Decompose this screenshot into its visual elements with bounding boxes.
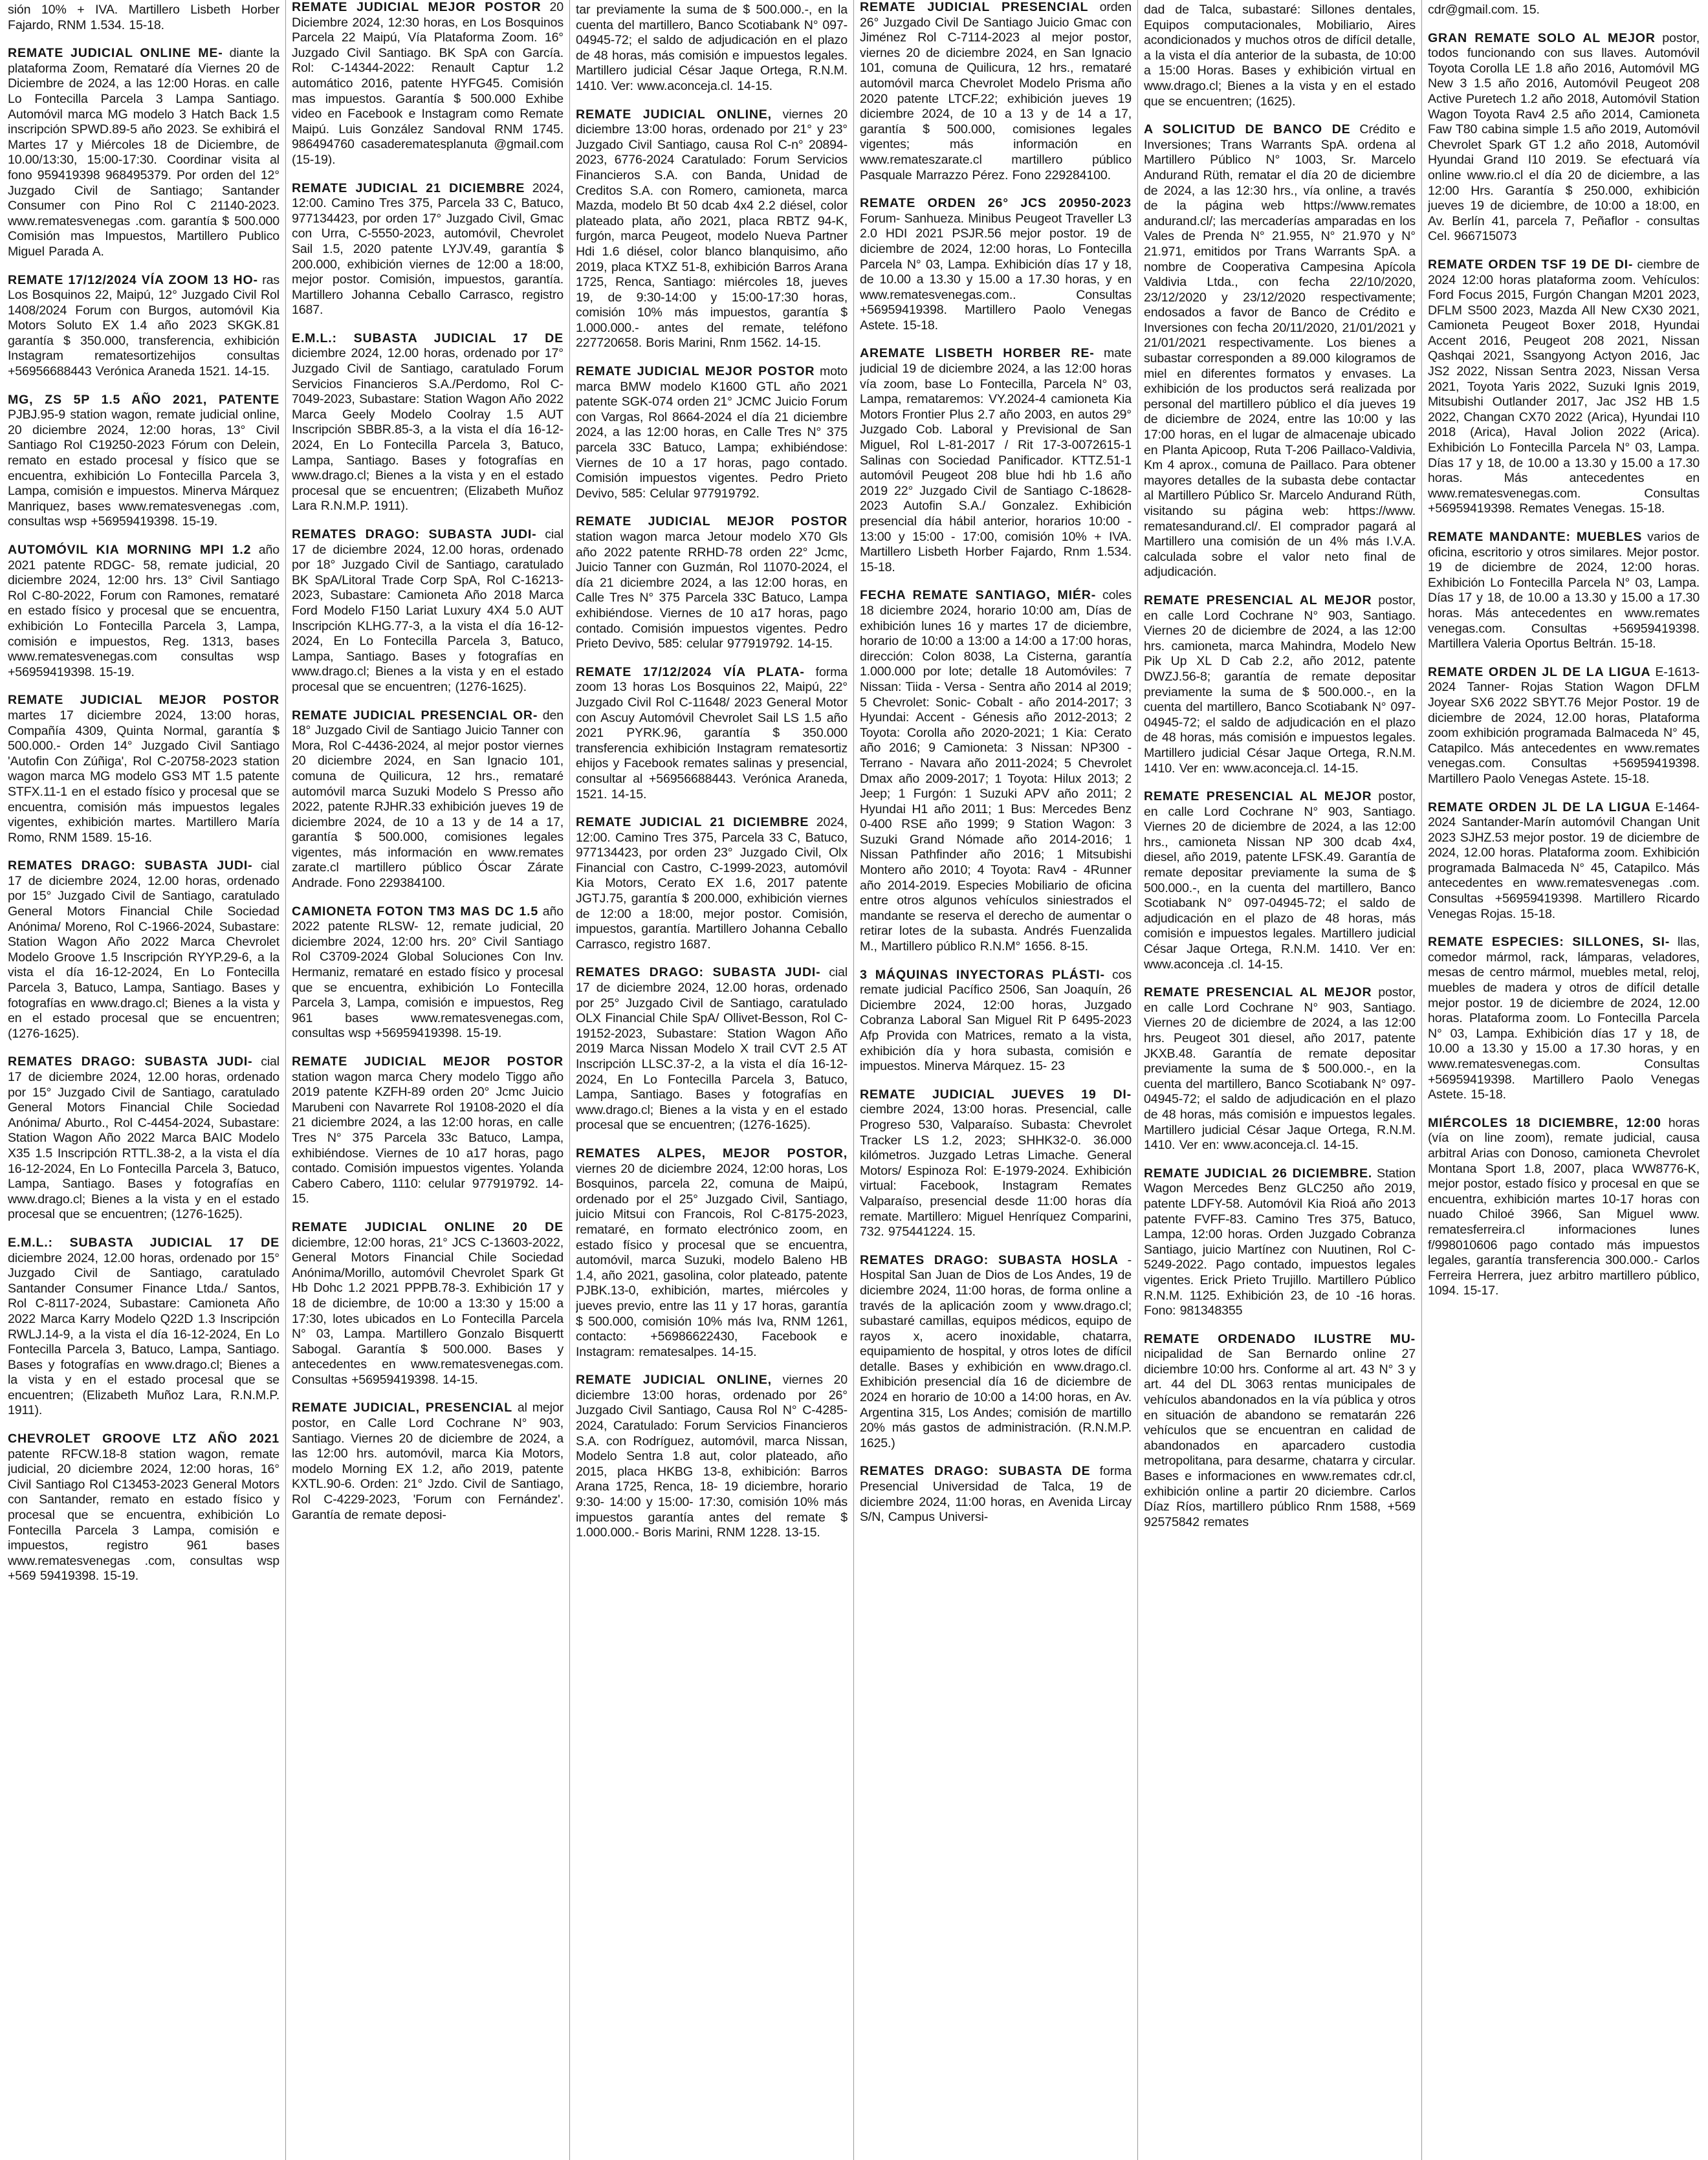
classified-ad-continuation <box>1144 3 1416 109</box>
ad-heading: REMATES DRAGO: SUBASTA DE <box>860 1464 1091 1479</box>
ad-heading: REMATES DRAGO: SUBASTA JUDI- <box>576 965 821 980</box>
ad-body: tar previamente la suma de $ 500.000.-, en la cuenta del martillero, Banco Scotiabank N° 097-04945-72; el saldo de adjudicación en el plazo de 48 horas, más comisión e impuestos legales. Martillero judicial César Jaque Ortega, R.N.M. 1410. Ver: www.aconceja.cl. 14-15. <box>576 3 848 93</box>
ad-heading: MG, ZS 5P 1.5 AÑO 2021, PATENTE <box>8 392 279 407</box>
column-divider <box>285 0 286 2160</box>
ad-heading: FECHA REMATE SANTIAGO, MIÉR- <box>860 588 1097 603</box>
ad-heading: REMATE JUDICIAL MEJOR POSTOR <box>576 514 848 529</box>
ad-body: año 2022 patente RLSW- 12, remate judicial, 20 diciembre 2024, 12:00 hrs. 20° Civil Santiago Rol C3709-2024 Global Soluciones Con Inv. Hermaniz, remataré en estado físico y procesal que se encuentra, exhibición Lo Fontecilla Parcela 3, Lampa, comisión e impuestos, Reg 961 bases www.rematesvenegas.com, consultas wsp +56959419398. 15-19. <box>292 904 564 1041</box>
ad-heading: REMATES DRAGO: SUBASTA JUDI- <box>292 527 537 541</box>
ad-heading: REMATES DRAGO: SUBASTA HOSLA <box>860 1252 1119 1267</box>
classified-column-4 <box>860 0 1132 2160</box>
ad-body: horas (vía on line zoom), remate judicial, causa arbitral Arias con Donoso, camioneta Chevrolet Montana Sport 1.8, 2007, placa WW8776-K, mejor postor, estado físico y procesal en que se encuentra, exhibición martes 10-17 horas con nuado Chiloé 3966, San Miguel www. rematesferreira.cl informaciones lunes f/998010606 pago contado más impuestos legales, garantía transferencia 300.000.- Carlos Ferreira Herrera, juez arbitro martillero público, 1094. 15-17. <box>1428 1115 1700 1298</box>
ad-heading: REMATE ORDEN JL DE LA LIGUA <box>1428 664 1651 679</box>
ad-body: sión 10% + IVA. Martillero Lisbeth Horber Fajardo, RNM 1.534. 15-18. <box>8 3 279 32</box>
classified-ad <box>1144 985 1416 1153</box>
classified-column-1 <box>8 0 279 2160</box>
ad-body: patente RFCW.18-8 station wagon, remate judicial, 20 diciembre 2024, 12:00 horas, 16° Civil Santiago Rol C13453-2023 General Motors con Santander, remato en estado físico y procesal que se encuentra, exhibición Lo Fontecilla Parcela 3 Lampa, comisión e impuestos, registro 961 bases www.rematesvenegas .com, consultas wsp +569 59419398. 15-19. <box>8 1446 279 1584</box>
ad-body: mate judicial 19 de diciembre 2024, a las 12:00 horas vía zoom, base Lo Fontecilla, Parcela N° 03, Lampa, remataremos: VY.2024-4 camioneta Kia Motors Frontier Plus 2.7 año 2003, en autos 29° Juzgado Cob. Laboral y Previsional de San Miguel, Rol L-81-2017 / Rit 17-3-0072615-1 Salinas con Sociedad Panificador. KTTZ.51-1 automóvil Peugeot 208 blue hdi hb 1.6 año 2019 22° Juzgado Civil de Santiago C-18628-2023 Autofin S.A./ Gonzalez. Exhibición presencial día hábil anterior, horarios 10:00 - 13:00 y 15:00 - 17:00, comisión 10% + IVA. Martillero Lisbeth Horber Fajardo, Rnm 1.534. 15-18. <box>860 346 1132 574</box>
classified-ad <box>1428 1116 1700 1299</box>
ad-body: Forum- Sanhueza. Minibus Peugeot Traveller L3 2.0 HDI 2021 PSJR.56 mejor postor. 19 de diciembre de 2024, 12:00 horas, Lo Fontecilla Parcela N° 03, Lampa. Exhibición días 17 y 18, de 10.00 a 13.30 y 15.00 a 17.30 horas, y en www.rematesvenegas.com.. Consultas +56959419398. Martillero Paolo Venegas Astete. 15-18. <box>860 211 1132 333</box>
ad-body: moto marca BMW modelo K1600 GTL año 2021 patente SGK-074 orden 21° JCMC Juicio Forum con Vargas, Rol 8664-2024 el día 21 diciembre 2024, a las 12:00 horas, en Calle Tres N° 375 parcela 33C Batuco, Lampa; exhibiéndose: Viernes de 10 a 17 horas, pago contado. Comisión impuestos vigentes. Pedro Prieto Devivo, 585: Celular 977919792. <box>576 364 848 501</box>
ad-heading: REMATE JUDICIAL ONLINE, <box>576 1373 772 1388</box>
classified-ad <box>1428 257 1700 517</box>
ad-heading: REMATE 17/12/2024 VÍA PLATA- <box>576 664 805 679</box>
classified-column-6 <box>1428 0 1700 2160</box>
column-divider <box>569 0 570 2160</box>
classified-ad <box>576 364 848 501</box>
ad-body: cial 17 de diciembre 2024, 12.00 horas, ordenado por 15° Juzgado Civil de Santiago, caratulado General Motors Financial Chile Sociedad Anónima/ Aburto., Rol C-4454-2024, Subastare: Station Wagon Año 2022 Marca BAIC Modelo X35 1.5 Inscripción RTTL.38-2, a la vista el día 16-12-2024, En Lo Fontecilla Parcela 3, Batuco, Lampa, Santiago. Bases y fotografías en www.drago.cl; Bienes a la vista y en el estado procesal que se encuentren; (1276-1625). <box>8 1054 279 1222</box>
classified-ad <box>1144 1166 1416 1319</box>
classified-ad <box>292 331 564 514</box>
classified-ad <box>1428 31 1700 245</box>
classified-ad <box>292 904 564 1042</box>
ad-heading: REMATE PRESENCIAL AL MEJOR <box>1144 789 1372 804</box>
classified-ad <box>292 1401 564 1523</box>
ad-body: al mejor postor, en Calle Lord Cochrane N° 903, Santiago. Viernes 20 de diciembre de 2024, a las 12:00 hrs. automóvil, marca Kia Motors, modelo Morning EX 1.2, año 2019, patente KXTL.90-6. Orden: 21° Jzdo. Civil de Santiago, Rol C-4229-2023, 'Forum con Fernández'. Garantía de remate deposi- <box>292 1401 564 1522</box>
classified-ad <box>860 0 1132 183</box>
classified-ad <box>860 346 1132 575</box>
classified-ad <box>292 527 564 695</box>
ad-body: postor, en calle Lord Cochrane N° 903, Santiago. Viernes 20 de diciembre de 2024, a las 12:00 hrs., camioneta Nissan NP 300 dcab 4x4, diesel, año 2019, patente LFSK.49. Garantía de remate depositar previamente la suma de $ 500.000.-, en la cuenta del martillero, Banco Scotiabank N° 097-04945-72; el saldo de adjudicación en el plazo de 48 horas, más comisión e impuestos legales. Martillero judicial César Jaque Ortega, R.N.M. 1410. Ver en: www.aconceja .cl. 14-15. <box>1144 789 1416 972</box>
classified-ad-continuation <box>1428 3 1700 18</box>
column-divider <box>1421 0 1422 2160</box>
ad-heading: REMATES DRAGO: SUBASTA JUDI- <box>8 1054 253 1069</box>
classified-ad <box>8 693 279 845</box>
ad-heading: MIÉRCOLES 18 DICIEMBRE, 12:00 <box>1428 1115 1661 1130</box>
column-divider <box>853 0 854 2160</box>
ad-heading: A SOLICITUD DE BANCO DE <box>1144 122 1351 137</box>
classified-ad <box>1428 800 1700 922</box>
ad-heading: REMATE ORDEN 26° JCS 20950-2023 <box>860 196 1132 211</box>
classified-ad <box>8 1236 279 1419</box>
classified-ad <box>576 107 848 352</box>
classified-ad <box>8 273 279 380</box>
ad-body: E-1464-2024 Santander-Marín automóvil Changan Unit 2023 SJHZ.53 mejor postor. 19 de diciembre de 2024, 12.00 horas. Plataforma zoom. Exhibición programada Balmaceda N° 45, Catapilco. Más antecedentes en www.rematesvenegas .com. Consultas +56959419398. Martillero Ricardo Venegas Rojas. 15-18. <box>1428 800 1700 921</box>
classified-column-5 <box>1144 0 1416 2160</box>
classified-ad <box>860 588 1132 954</box>
ad-heading: REMATE JUDICIAL 26 DICIEMBRE. <box>1144 1166 1373 1181</box>
ad-body: viernes 20 de diciembre 2024, 12:00 horas, Los Bosquinos, parcela 22, comuna de Maipú, ordenado por el 25° Juzgado Civil, Santiago, juicio Mitsui con Francois, Rol C-8175-2023, remataré, en formato electrónico zoom, en estado físico y procesal que se encuentra, automóvil, marca Suzuki, modelo Baleno HB 1.4, año 2021, gasolina, color plateado, patente PJBK.13-0, exhibición, martes, miércoles y jueves previo, entre las 11 y 17 horas, garantía $ 500.000, comisión 10% más Iva, RNM 1261, contacto: +56986622430, Facebook e Instagram: rematesalpes. 14-15. <box>576 1161 848 1359</box>
ad-heading: REMATES DRAGO: SUBASTA JUDI- <box>8 858 253 873</box>
ad-heading: AUTOMÓVIL KIA MORNING MPI 1.2 <box>8 543 252 557</box>
ad-heading: REMATE MANDANTE: MUEBLES <box>1428 530 1643 544</box>
ad-heading: CAMIONETA FOTON TM3 MAS DC 1.5 <box>292 904 539 919</box>
ad-body: postor, todos funcionando con sus llaves. Automóvil Toyota Corolla LE 1.8 año 2016, Automóvil MG New 3 1.5 año 2016, Automóvil Peugeot 208 Active Puretech 1.2 año 2018, Automóvil Station Wagon Toyota Rav4 2.5 año 2014, Camioneta Faw T80 cabina simple 1.5 año 2019, Automóvil Chevrolet Spark GT 1.2 año 2018, Automóvil Hyundai Grand I10 2019. Se efectuará vía online www.rio.cl el día 20 de diciembre, a las 12:00 Hrs. Garantía $ 250.000, exhibición jueves 19 de diciembre, de 10:00 a 18:00, en Av. Berlín 41, parcela 7, Peñaflor - consultas Cel. 966715073 <box>1428 30 1700 244</box>
classified-ad <box>292 0 564 168</box>
ad-heading: REMATE JUDICIAL MEJOR POSTOR <box>8 693 279 708</box>
ad-body: station wagon marca Jetour modelo X70 Gls año 2022 patente RRHD-78 orden 22° Jcmc, Juicio Tanner con Guzmán, Rol 11070-2024, el día 21 diciembre 2024, a las 12:00 horas, en Calle Tres N° 375 Parcela 33C Batuco, Lampa exhibiéndose. Viernes de 10 a17 horas, pago contado. Comisión impuestos vigentes. Pedro Prieto Devivo, 585: celular 977919792. 14-15. <box>576 530 848 651</box>
ad-body: año 2021 patente RDGC- 58, remate judicial, 20 diciembre 2024, 12:00 hrs. 13° Civil Santiago Rol C-80-2022, Forum con Ramones, remataré en estado físico y procesal que se encuentra, exhibición Lo Fontecilla Parcela 3, Lampa, comisión e impuestos, Reg. 1313, bases www.rematesvenegas.com consultas wsp +56959419398. 15-19. <box>8 543 279 679</box>
ad-heading: REMATE ESPECIES: SILLONES, SI- <box>1428 935 1670 950</box>
classified-ad <box>860 1087 1132 1240</box>
ad-body: postor, en calle Lord Cochrane N° 903, Santiago. Viernes 20 de diciembre de 2024, a las 12:00 hrs. camioneta, marca Mahindra, Modelo New Pik Up XL D Cab 2.2, año 2012, patente DWZJ.56-8; garantía de remate depositar previamente la suma de $ 500.000.-, en la cuenta del martillero, Banco Scotiabank N° 097-04945-72; el saldo de adjudicación en el plazo de 48 horas, más comisión e impuestos legales. Martillero judicial César Jaque Ortega, R.N.M. 1410. Ver en: www.aconceja.cl. 14-15. <box>1144 593 1416 776</box>
classified-ad <box>292 1054 564 1207</box>
ad-heading: REMATE ORDENADO ILUSTRE MU- <box>1144 1331 1416 1346</box>
ad-body: cos remate judicial Pacífico 2506, San Joaquín, 26 Diciembre 2024, 12:00 horas, Juzgado Cobranza Laboral San Miguel Rit P 6495-2023 Afp Provida con Matrices, remato a la vista, exhibición día y hora subasta, comisión e impuestos. Minerva Márquez. 15- 23 <box>860 967 1132 1074</box>
ad-body: diciembre 2024, 12.00 horas, ordenado por 15° Juzgado Civil de Santiago, caratulado Santander Consumer Finance Ltda./ Santos, Rol C-8117-2024, Subastare: Camioneta Año 2022 Marca Karry Modelo Q22D 1.3 Inscripción RWLJ.14-9, a la vista el día 16-12-2024, En Lo Fontecilla Parcela 3, Batuco, Lampa, Santiago. Bases y fotografías en www.drago.cl; Bienes a la vista y en el estado procesal que se encuentren; (Elizabeth Muñoz Lara, R.N.M.P. 1911). <box>8 1250 279 1418</box>
ad-body: cial 17 de diciembre 2024, 12.00 horas, ordenado por 25° Juzgado Civil de Santiago, caratulado OLX Financial Chile SpA/ Ollivet-Besson, Rol C-19152-2023, Subastare: Station Wagon Año 2019 Marca Nissan Modelo X trail CVT 2.5 AT Inscripción LLSC.37-2, a la vista el día 16-12-2024, En Lo Fontecilla Parcela 3, Batuco, Lampa, Santiago. Bases y fotografías en www.drago.cl; Bienes a la vista y en el estado procesal que se encuentren; (1276-1625). <box>576 965 848 1133</box>
classified-ad <box>8 1432 279 1584</box>
newspaper-page <box>8 0 1700 2160</box>
ad-body: PJBJ.95-9 station wagon, remate judicial online, 20 diciembre 2024, 12:00 horas, 13° Civil Santiago Rol C19250-2023 Fórum con Delein, remato en estado procesal y físico que se encuentra, exhibición Lo Fontecilla Parcela 3, Lampa, comisión e impuestos. Minerva Márquez Manriquez, bases www.rematesvenegas .com, consultas wsp +56959419398. 15-19. <box>8 408 279 529</box>
ad-heading: GRAN REMATE SOLO AL MEJOR <box>1428 30 1656 45</box>
ad-body: cial 17 de diciembre 2024, 12.00 horas, ordenado por 18° Juzgado Civil de Santiago, caratulado BK SpA/Litoral Trade Corp SpA, Rol C-16213-2023, Subastare: Camioneta Año 2018 Marca Ford Modelo F150 Lariat Luxury 4X4 5.0 AUT Inscripción KLHG.77-3, a la vista el día 16-12-2024, En Lo Fontecilla Parcela 3, Batuco, Lampa, Santiago. Bases y fotografías en www.drago.cl; Bienes a la vista y en el estado procesal que se encuentren; (1276-1625). <box>292 527 564 694</box>
ad-heading: REMATE JUDICIAL, PRESENCIAL <box>292 1401 513 1415</box>
ad-body: den 18° Juzgado Civil de Santiago Juicio Tanner con Mora, Rol C-4436-2024, al mejor postor viernes 20 diciembre 2024, en San Ignacio 101, comuna de Quilicura, 12 hrs., remataré automóvil marca Suzuki Modelo S Presso año 2022, patente RJHR.33 exhibición jueves 19 de diciembre 2024, de 10 a 13 y de 14 a 17, garantía $ 500.000, comisiones legales vigentes, más información en www.remates zarate.cl martillero público Óscar Zárate Andrade. Fono 229384100. <box>292 708 564 891</box>
classified-ad-continuation <box>8 3 279 33</box>
classified-ad <box>860 196 1132 333</box>
ad-heading: 3 MÁQUINAS INYECTORAS PLÁSTI- <box>860 967 1105 982</box>
ad-body: ras Los Bosquinos 22, Maipú, 12° Juzgado Civil Rol 1408/2024 Forum con Burgos, automóvil Kia Motors Soluto EX 1.4 año 2023 SKGK.81 garantía $ 350.000, transferencia, exhibición Instagram rematesortizehijos consultas +56956688443 Verónica Araneda 1521. 14-15. <box>8 272 279 379</box>
classified-ad <box>8 543 279 680</box>
ad-heading: REMATE JUDICIAL 21 DICIEMBRE <box>292 180 525 195</box>
ad-heading: E.M.L.: SUBASTA JUDICIAL 17 DE <box>292 331 564 345</box>
classified-column-2 <box>292 0 564 2160</box>
ad-body: nicipalidad de San Bernardo online 27 diciembre 10:00 hrs. Conforme al art. 43 N° 3 y art. 44 del DL 3063 rentas municipales de vehículos abandonados en la vía pública y otros en situación de abandono se rematarán 226 vehículos que se encuentran en calidad de abandonados en aparcadero custodia metropolitana, para desarme, chatarra y circular. Bases e informaciones en www.remates cdr.cl, exhibición online a partir 20 diciembre. Carlos Díaz Ríos, martillero público Rnm 1588, +569 92575842 remates <box>1144 1347 1416 1529</box>
ad-body: dad de Talca, subastaré: Sillones dentales, Equipos computacionales, Mobiliario, Aires acondicionados y muchos otros de difícil detalle, a la vista el día anterior de la subasta, de 10:00 a 15:00 Horas. Bases y exhibición virtual en www.drago.cl; Bienes a la vista y en el estado que se encuentren; (1625). <box>1144 3 1416 109</box>
ad-heading: REMATE JUDICIAL PRESENCIAL <box>860 0 1089 14</box>
ad-body: varios de oficina, escritorio y otros similares. Mejor postor. 19 de diciembre de 2024, 12:00 horas. Exhibición Lo Fontecilla Parcela N° 03, Lampa. Días 17 y 18, de 10.00 a 13.30 y 15.00 a 17.30 horas. Más antecedentes en www.remates venegas.com. Consultas +56959419398. Martillera Valeria Oportus Beltrán. 15-18. <box>1428 530 1700 651</box>
ad-heading: REMATE JUDICIAL JUEVES 19 DI- <box>860 1087 1132 1102</box>
ad-body: viernes 20 diciembre 13:00 horas, ordenado por 26° Juzgado Civil Santiago, Causa Rol N° C-4285-2024, Caratulado: Forum Servicios Financieros S.A. con Rodríguez, automóvil, marca Nissan, Modelo Sentra 1.8 aut, color plateado, año 2015, placa HKBG 13-8, exhibición: Barros Arana 1725, Renca, 18- 19 diciembre, horario 9:30- 14:00 y 15:00- 17:30, comisión 10% más impuestos garantía antes del remate $ 1.000.000.- Boris Marini, RNM 1228. 13-15. <box>576 1373 848 1540</box>
classified-ad <box>1144 789 1416 972</box>
classified-ad <box>576 1373 848 1541</box>
ad-body: forma Presencial Universidad de Talca, 19 de diciembre 2024, 11:00 horas, en Avenida Lircay S/N, Campus Universi- <box>860 1464 1132 1525</box>
ad-body: forma zoom 13 horas Los Bosquinos 22, Maipú, 22° Juzgado Civil Rol C-11648/ 2023 General Motor con Ascuy Automóvil Chevrolet Sail LS 1.5 año 2021 PYRK.96, garantía $ 350.000 transferencia exhibición Instagram rematesortiz ehijos y Facebook remates salinas y presencial, consultar al +56956688443. Verónica Araneda, 1521. 14-15. <box>576 664 848 802</box>
classified-ad <box>8 858 279 1042</box>
column-divider <box>1137 0 1138 2160</box>
classified-ad <box>576 665 848 802</box>
ad-heading: CHEVROLET GROOVE LTZ AÑO 2021 <box>8 1432 279 1446</box>
ad-heading: REMATES ALPES, MEJOR POSTOR, <box>576 1146 848 1161</box>
ad-heading: REMATE PRESENCIAL AL MEJOR <box>1144 985 1372 1000</box>
ad-body: diante la plataforma Zoom, Remataré día Viernes 20 de Diciembre de 2024, a las 12:00 Horas. en calle Lo Fontecilla Parcela 3 Lampa Santiago. Automóvil marca MG modelo 3 Hatch Back 1.5 inscripción SPWD.89-5 año 2023. Se exhibirá el Martes 17 y Miércoles 18 de Diciembre, de 10.00/13:30, 15:00-17:30. Coordinar visita al fono 959419398 968495379. Por orden del 12° Juzgado Civil de Santiago; Santander Consumer con Pino Rol C 21140-2023. www.rematesvenegas .com. garantía $ 500.000 Comisión mas Impuestos, Martillero Publico Miguel Parada A. <box>8 46 279 259</box>
classified-ad <box>1144 593 1416 776</box>
ad-body: ciembre 2024, 13:00 horas. Presencial, calle Progreso 530, Valparaíso. Subasta: Chevrolet Tracker LS 1.2, 2023; SHHK32-0. 36.000 kilómetros. Juzgado Letras Limache. General Motors/ Espinoza Rol: E-1979-2024. Exhibición virtual: Facebook, Instagram Remates Valparaíso, presencial desde 11:00 horas día remate. Martillero: Miguel Henríquez Comparini, 732. 975441224. 15. <box>860 1102 1132 1239</box>
ad-body: coles 18 diciembre 2024, horario 10:00 am, Días de exhibición lunes 16 y martes 17 de diciembre, horario de 10:00 a 13:00 a 14:00 a 17:00 horas, dirección: Colon 8038, La Cisterna, garantía 1.000.000 por lote; detalle 18 Automóviles: 7 Nissan: Tiida - Versa - Sentra año 2014 al 2019; 5 Chevrolet: Sonic- Cobalt - año 2014-2017; 3 Hyundai: Accent - Génesis año 2012-2013; 2 Toyota: Corolla año 2020-2021; 1 Kia: Cerato año 2016; 9 Camioneta: 3 Nissan: NP300 - Terrano - Navara año 2011-2024; 5 Chevrolet Dmax año 2009-2017; 1 Toyota: Hilux 2013; 2 Jeep; 1 Furgón: 1 Suzuki APV año 2011; 2 Hyundai H1 año 2011; 1 Bus: Mercedes Benz 0-400 RSE año 1999; 9 Station Wagon: 3 Suzuki Grand Nómade año 2014-2016; 1 Nissan Pathfinder año 2016; 1 Mitsubishi Montero año 2010; 4 Toyota: Rav4 - 4Runner año 2014-2019. Especies Mobiliario de oficina entre otros algunos vehículos siniestrados el mandante se reserva el derecho de aumentar o retirar lotes de la subasta. Andrés Fuenzalida M., Martillero público R.N.M° 1656. 8-15. <box>860 588 1132 954</box>
ad-body: ciembre de 2024 12:00 horas plataforma zoom. Vehículos: Ford Focus 2015, Furgón Changan M201 2023, DFLM S500 2023, Mazda All New CX30 2021, Camioneta Peugeot Boxer 2018, Hyundai Accent 2016, Peugeot 208 2021, Nissan Qashqai 2021, Ssangyong Actyon 2016, Jac JS2 2022, Nissan Sentra 2023, Nissan Versa 2021, Toyota Yaris 2022, Suzuki Ignis 2019, Mitsubishi Outlander 2017, Jac JS2 HB 1.5 2022, Changan CX70 2022 (Arica), Hyundai I10 2018 (Arica), Haval Jolion 2022 (Arica). Exhibición Lo Fontecilla Parcela N° 03, Lampa. Días 17 y 18, de 10.00 a 13.30 y 15.00 a 17.30 horas. Más antecedentes en www.rematesvenegas.com. Consultas +56959419398. Remates Venegas. 15-18. <box>1428 257 1700 516</box>
ad-body: diciembre 2024, 12.00 horas, ordenado por 17° Juzgado Civil de Santiago, caratulado Forum Servicios Financieros S.A./Perdomo, Rol C-7049-2023, Subastare: Station Wagon Año 2022 Marca Geely Modelo Coolray 1.5 AUT Inscripción SBBR.85-3, a la vista el día 16-12-2024, En Lo Fontecilla Parcela 3, Batuco, Lampa, Santiago. Bases y fotografías en www.drago.cl; Bienes a la vista y en el estado procesal que se encuentren; (Elizabeth Muñoz Lara R.N.M.P. 1911). <box>292 346 564 514</box>
ad-body: - Hospital San Juan de Dios de Los Andes, 19 de diciembre 2024, 11:00 horas, de forma online a través de la aplicación zoom y www.drago.cl; subastaré camillas, equipos médicos, equipo de rayos x, acero inoxidable, chatarra, equipamiento de hospital, y otros lotes de difícil detalle. Bases y exhibición en www.drago.cl. Exhibición presencial día 16 de diciembre de 2024 en horario de 10:00 a 14:00 horas, en Av. Argentina 315, Los Andes; comisión de martillo 20% más gastos de administración. (R.N.M.P. 1625.) <box>860 1252 1132 1450</box>
classified-ad <box>8 46 279 259</box>
ad-heading: REMATE PRESENCIAL AL MEJOR <box>1144 593 1372 607</box>
classified-ad <box>576 815 848 952</box>
classified-ad <box>576 1146 848 1360</box>
classified-ad <box>1428 935 1700 1103</box>
classified-ad <box>1428 665 1700 787</box>
ad-body: martes 17 diciembre 2024, 13:00 horas, Compañía 4309, Quinta Normal, garantía $ 500.000.- Orden 14° Juzgado Civil Santiago 'Autofin Con Zúñiga', Rol C-20758-2023 station wagon marca MG modelo GS3 MT 1.5 patente STFX.11-1 en el estado físico y procesal que se encuentra, comisión más impuestos legales vigentes, exhibición martes. Martillero María Romo, RNM 1589. 15-16. <box>8 708 279 845</box>
ad-heading: E.M.L.: SUBASTA JUDICIAL 17 DE <box>8 1235 279 1250</box>
ad-body: Station Wagon Mercedes Benz GLC250 año 2019, patente LDFY-58. Automóvil Kia Rioá año 2013 patente FVFF-83. Camino Tres 375, Batuco, Lampa, 12:00 horas. Orden Juzgado Cobranza Santiago, juicio Martínez con Nuutinen, Rol C-5249-2022. Pago contado, impuestos legales vigentes. Erick Prieto Trujillo. Martillero Público R.N.M. 1125. Exhibición 23, de 10 -16 horas. Fono: 981348355 <box>1144 1166 1416 1318</box>
ad-heading: REMATE JUDICIAL ONLINE 20 DE <box>292 1219 564 1234</box>
classified-ad <box>1428 530 1700 652</box>
ad-body: station wagon marca Chery modelo Tiggo año 2019 patente KZFH-89 orden 20° Jcmc Juicio Marubeni con Navarrete Rol 19108-2020 el día 21 diciembre 2024, a las 12:00 horas, en calle Tres N° 375 Parcela 33c Batuco, Lampa, exhibiéndose. Viernes de 10 a17 horas, pago contado. Comisión impuestos vigentes. Yolanda Cabero Cabero, 1110: celular 977919792. 14-15. <box>292 1069 564 1206</box>
ad-body: E-1613-2024 Tanner- Rojas Station Wagon DFLM Joyear SX6 2022 SBYT.76 Mejor Postor. 19 de diciembre de 2024, 12.00 horas, Plataforma zoom exhibición programada Balmaceda N° 45, Catapilco. Más antecedentes en www.remates venegas.com. Consultas +56959419398. Martillero Paolo Venegas Astete. 15-18. <box>1428 664 1700 786</box>
classified-ad <box>8 1054 279 1223</box>
ad-body: 2024, 12:00. Camino Tres 375, Parcela 33 C, Batuco, 977134423, por orden 17° Juzgado Civil, Gmac con Urra, C-5550-2023, automóvil, Chevrolet Sail 1.5, 2020 patente LYJV.49, garantía $ 200.000, exhibición viernes de 12:00 a 18:00, mejor postor. Comisión, impuestos, garantía. Martillero Johanna Ceballo Carrasco, registro 1687. <box>292 180 564 318</box>
classified-ad <box>576 514 848 651</box>
classified-ad <box>292 1220 564 1388</box>
ad-heading: REMATE 17/12/2024 VÍA ZOOM 13 HO- <box>8 272 258 287</box>
classified-ad <box>1144 122 1416 580</box>
ad-heading: REMATE JUDICIAL MEJOR POSTOR <box>292 0 542 14</box>
ad-heading: REMATE ORDEN TSF 19 DE DI- <box>1428 257 1634 272</box>
ad-body: Crédito e Inversiones; Trans Warrants SpA. ordena al Martillero Público N° 1003, Sr. Marcelo Andurand Rüth, rematar el día 20 de diciembre de 2024, a las 12:30 hrs., vía online, a través de la página web https://www.remates andurand.cl/; las mercaderías amparadas en los Vales de Prenda N° 21.955, N° 21.970 y N° 21.971, emitidos por Trans Warrants SpA. a nombre de Cooperativa Campesina Apícola Valdivia Ltda., con fecha 22/10/2020, 23/12/2020 y 23/12/2020 respectivamente; endosados a favor de Banco de Crédito e Inversiones con fecha 20/11/2020, 21/01/2021 y 21/01/2021 respectivamente. Los bienes a subastar corresponden a 89.000 kilogramos de miel en diferentes formatos y envases. La exhibición de los productos será realizada por personal del martillero público el día jueves 19 de diciembre de 2024, entre las 10:00 y las 17:00 horas, en el lugar de almacenaje ubicado en Planta Apicoop, Ruta T-206 Paillaco-Valdivia, Km 4 aprox., comuna de Paillaco. Para obtener mayores detalles de la subasta debe contactar al Martillero Público Sr. Marcelo Andurand Rüth, visitando su página web: https://www. rematesandurand.cl/. El comprador pagará al Martillero una comisión de un 4% más I.V.A. calculada sobre el valor neto final de adjudicación. <box>1144 122 1416 580</box>
ad-heading: REMATE JUDICIAL ONLINE ME- <box>8 46 223 61</box>
ad-heading: REMATE JUDICIAL PRESENCIAL OR- <box>292 708 538 723</box>
ad-heading: REMATE JUDICIAL MEJOR POSTOR <box>576 364 815 379</box>
ad-heading: REMATE JUDICIAL ONLINE, <box>576 107 772 122</box>
classified-ad <box>1144 1332 1416 1531</box>
ad-body: postor, en calle Lord Cochrane N° 903, Santiago. Viernes 20 de diciembre de 2024, a las 12:00 hrs. Peugeot 301 diesel, año 2017, patente JKXB.48. Garantía de remate depositar previamente la suma de $ 500.000.-, en la cuenta del martillero, Banco Scotiabank N° 097-04945-72; el saldo de adjudicación en el plazo de 48 horas, más comisión e impuestos legales. Martillero judicial César Jaque Ortega, R.N.M. 1410. Ver en: www.aconceja.cl. 14-15. <box>1144 985 1416 1153</box>
classified-ad <box>860 968 1132 1075</box>
classified-ad-continuation <box>576 3 848 94</box>
classified-ad <box>860 1253 1132 1452</box>
ad-body: llas, comedor mármol, rack, lámparas, veladores, mesas de centro mármol, muebles metal, reloj, muebles de madera y otros de difícil detalle mejor postor. 19 de diciembre de 2024, 12.00 horas. Plataforma zoom. Lo Fontecilla Parcela N° 03, Lampa. Exhibición días 17 y 18, de 10.00 a 13.30 y 15.00 a 17.30 horas, y en www.rematesvenegas.com. Consultas +56959419398. Martillero Paolo Venegas Astete. 15-18. <box>1428 935 1700 1102</box>
classified-ad <box>292 181 564 318</box>
ad-body: 2024, 12:00. Camino Tres 375, Parcela 33 C, Batuco, 977134423, por orden 23° Juzgado Civil, Olx Financial con Castro, C-1999-2023, automóvil Kia Motors, Cerato EX 1.6, 2017 patente JGTJ.75, garantía $ 200.000, exhibición viernes de 12:00 a 18:00, mejor postor. Comisión, impuestos, garantía. Martillero Johanna Ceballo Carrasco, registro 1687. <box>576 815 848 952</box>
classified-ad <box>576 965 848 1133</box>
ad-heading: REMATE ORDEN JL DE LA LIGUA <box>1428 800 1651 814</box>
ad-heading: AREMATE LISBETH HORBER RE- <box>860 346 1095 361</box>
ad-heading: REMATE JUDICIAL MEJOR POSTOR <box>292 1054 564 1069</box>
ad-heading: REMATE JUDICIAL 21 DICIEMBRE <box>576 815 809 830</box>
ad-body: cial 17 de diciembre 2024, 12.00 horas, ordenado por 15° Juzgado Civil de Santiago, caratulado General Motors Financial Chile Sociedad Anónima/ Moreno, Rol C-1966-2024, Subastare: Station Wagon Año 2022 Marca Chevrolet Modelo Groove 1.5 Inscripción RYYP.29-6, a la vista el día 16-12-2024, En Lo Fontecilla Parcela 3, Batuco, Lampa, Santiago. Bases y fotografías en www.drago.cl; Bienes a la vista y en el estado procesal que se encuentren; (1276-1625). <box>8 858 279 1041</box>
classified-ad <box>8 393 279 530</box>
ad-body: 20 Diciembre 2024, 12:30 horas, en Los Bosquinos Parcela 22 Maipú, Vía Plataforma Zoom. 16° Juzgado Civil Santiago. BK SpA con García. Rol: C-14344-2022: Renault Captur 1.2 automático 2016, patente HYFG45. Comisión mas impuestos. Garantía $ 500.000 Exhibe video en Facebook e Instagram como Remate Maipú. Luis González Sandoval RNM 1745. 986494760 casaderematesplanuta @gmail.com (15-19). <box>292 0 564 167</box>
ad-body: viernes 20 diciembre 13:00 horas, ordenado por 21° y 23° Juzgado Civil Santiago, causa Rol C-n° 20894-2023, 6776-2024 Caratulado: Forum Servicios Financieros S.A. con Banda, Unidad de Creditos S.A. con Romero, camioneta, marca Mazda, modelo Bt 50 dcab 4x4 2.2 diésel, color plateado plata, año 2021, placa RBTZ 94-K, furgón, marca Peugeot, modelo Nueva Partner Hdi 1.6 diésel, color blanco blanquisimo, año 2019, placa KTXZ 51-8, exhibición Barros Arana 1725, Renca, Santiago: miércoles 18, jueves 19, de 9:30-14:00 y 15:00-17:30 horas, comisión 10% más impuestos, garantía $ 1.000.000.- antes del remate, teléfono 227720658. Boris Marini, Rnm 1562. 14-15. <box>576 107 848 351</box>
ad-body: diciembre, 12:00 horas, 21° JCS C-13603-2022, General Motors Financial Chile Sociedad Anónima/Morillo, automóvil Chevrolet Spark Gt Hb Dohc 1.2 2021 PPPB.78-3. Exhibición 17 y 18 de diciembre, de 10:00 a 13:30 y 15:00 a 17:30, lotes ubicados en Lo Fontecilla Parcela N° 03, Lampa. Martillero Gonzalo Bisquertt Sabogal. Garantía $ 500.000. Bases y antecedentes en www.rematesvenegas.com. Consultas +56959419398. 14-15. <box>292 1235 564 1387</box>
ad-body: orden 26° Juzgado Civil De Santiago Juicio Gmac con Jiménez Rol C-7114-2023 al mejor postor, viernes 20 de diciembre 2024, en San Ignacio 101, comuna de Quilicura, 12 hrs., remataré automóvil marca Chevrolet Modelo Prisma año 2020 patente LTCF.22; exhibición jueves 19 diciembre 2024, de 10 a 13 y de 14 a 17, garantía $ 500.000, comisiones legales vigentes; más información en www.remateszarate.cl martillero público Pasquale Marrazzo Pérez. Fono 229284100. <box>860 0 1132 182</box>
classified-column-3 <box>576 0 848 2160</box>
ad-body: cdr@gmail.com. 15. <box>1428 3 1540 17</box>
classified-ad <box>292 708 564 891</box>
classified-ad <box>860 1464 1132 1525</box>
